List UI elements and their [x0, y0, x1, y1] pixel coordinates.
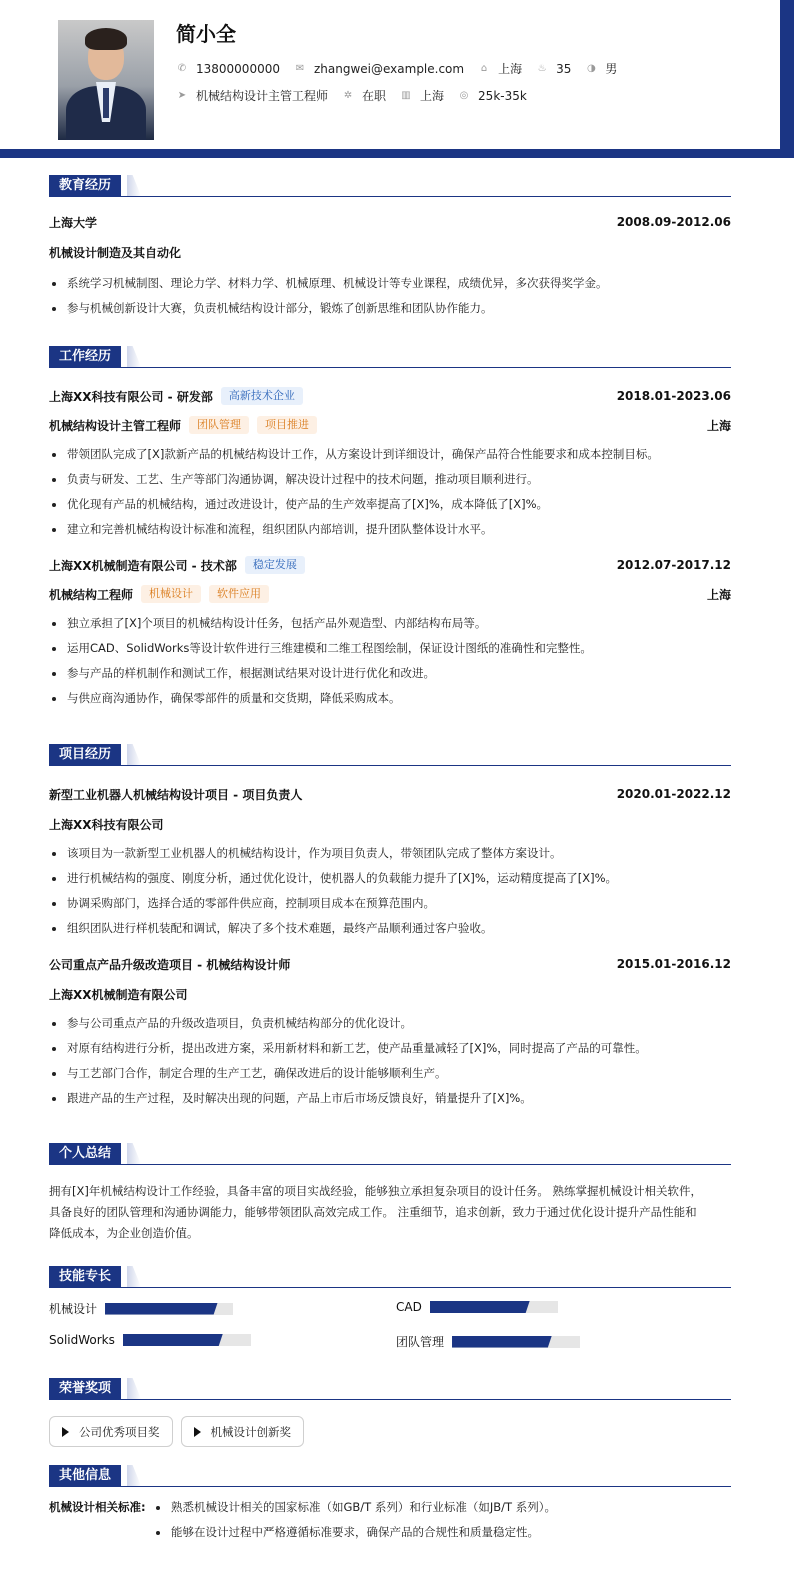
job-header-row [49, 385, 731, 407]
age [536, 62, 571, 76]
job-role-row [49, 583, 731, 605]
gender [585, 60, 617, 77]
section-title: 荣誉奖项 [49, 1378, 121, 1399]
list-item: 协调采购部门，选择合适的零部件供应商，控制项目成本在预算范围内。 [49, 891, 731, 916]
project-company: 上海XX机械制造有限公司 [49, 987, 188, 1002]
building-icon: ▥ [401, 89, 411, 101]
skill-bar [123, 1334, 251, 1346]
phone-value: 13800000000 [196, 61, 280, 76]
contact-row [176, 60, 631, 77]
section-header [49, 1143, 731, 1165]
section-title: 教育经历 [49, 175, 121, 196]
list-item: 能够在设计过程中严格遵循标准要求，确保产品的合规性和质量稳定性。 [153, 1520, 556, 1545]
play-icon [194, 1427, 201, 1437]
job-header-row [49, 554, 731, 576]
list-item: 参与公司重点产品的升级改造项目，负责机械结构部分的优化设计。 [49, 1011, 731, 1036]
project-name: 公司重点产品升级改造项目 - 机械结构设计师 [49, 957, 291, 972]
project-company-row [49, 813, 731, 835]
project-header-row [49, 783, 731, 805]
skill-bar [105, 1303, 233, 1315]
list-item: 与工艺部门合作，制定合理的生产工艺，确保改进后的设计能够顺利生产。 [49, 1061, 731, 1086]
list-item: 带领团队完成了[X]款新产品的机械结构设计工作，从方案设计到详细设计，确保产品符合性能要求和成本控制目标。 [49, 442, 731, 467]
award-name: 公司优秀项目奖 [79, 1424, 160, 1439]
skill-name: 团队管理 [396, 1335, 445, 1349]
skill-tag: 团队管理 [189, 416, 249, 434]
list-item: 进行机械结构的强度、刚度分析，通过优化设计，使机器人的负载能力提升了[X]%，运动精度提高了[X]%。 [49, 866, 731, 891]
target-city-value: 上海 [420, 89, 445, 103]
skill-bar [452, 1336, 580, 1348]
skill-item [396, 1300, 558, 1314]
project-period: 2020.01-2022.12 [616, 787, 731, 801]
job-bullets [49, 611, 731, 711]
send-icon: ➤ [177, 89, 187, 101]
project-name: 新型工业机器人机械结构设计项目 - 项目负责人 [49, 787, 303, 802]
list-item: 熟悉机械设计相关的国家标准（如GB/T 系列）和行业标准（如JB/T 系列）。 [153, 1495, 556, 1520]
education-header-row [49, 211, 731, 233]
role-name: 机械结构设计主管工程师 [49, 418, 182, 433]
list-item: 跟进产品的生产过程，及时解决出现的问题，产品上市后市场反馈良好，销量提升了[X]%。 [49, 1086, 731, 1111]
status [342, 87, 386, 104]
list-item: 负责与研发、工艺、生产等部门沟通协调，解决设计过程中的技术问题，推动项目顺利进行。 [49, 467, 731, 492]
skill-item [49, 1300, 233, 1317]
position [176, 87, 328, 104]
skill-item [396, 1333, 580, 1350]
summary-line: 具备良好的团队管理和沟通协调能力，能够带领团队高效完成工作。 注重细节，追求创新，致力于通过优化设计提升产品性能和 [49, 1205, 697, 1219]
gender-value: 男 [605, 62, 618, 76]
summary-line: 拥有[X]年机械结构设计工作经验，具备丰富的项目实战经验，能够独立承担复杂项目的设计任务。 熟练掌握机械设计相关软件， [49, 1184, 703, 1198]
list-item: 独立承担了[X]个项目的机械结构设计任务，包括产品外观造型、内部结构布局等。 [49, 611, 731, 636]
other-bullets [153, 1495, 556, 1545]
section-header [49, 175, 731, 197]
list-item: 该项目为一款新型工业机器人的机械结构设计，作为项目负责人，带领团队完成了整体方案设计。 [49, 841, 731, 866]
salary [458, 89, 527, 103]
list-item: 与供应商沟通协作，确保零部件的质量和交货期，降低采购成本。 [49, 686, 731, 711]
award-item [181, 1416, 305, 1447]
other-label: 机械设计相关标准: [49, 1500, 146, 1514]
company-tag: 高新技术企业 [221, 387, 303, 405]
list-item: 建立和完善机械结构设计标准和流程，组织团队内部培训，提升团队整体设计水平。 [49, 517, 731, 542]
salary-value: 25k-35k [478, 88, 527, 103]
other-section [49, 1465, 731, 1545]
summary-section [49, 1143, 731, 1244]
project-company-row [49, 983, 731, 1005]
section-header [49, 346, 731, 368]
project-period: 2015.01-2016.12 [616, 957, 731, 971]
company-tag: 稳定发展 [245, 556, 305, 574]
candidate-name: 简小全 [176, 22, 236, 46]
skill-tag: 项目推进 [257, 416, 317, 434]
job-location: 上海 [706, 418, 731, 433]
company-name: 上海XX科技有限公司 - 研发部 [49, 389, 213, 404]
phone [176, 62, 280, 76]
skill-bar [430, 1301, 558, 1313]
city-value: 上海 [498, 62, 523, 76]
projects-section [49, 744, 731, 1111]
list-item: 优化现有产品的机械结构，通过改进设计，使产品的生产效率提高了[X]%，成本降低了[X]%。 [49, 492, 731, 517]
education-section [49, 175, 731, 321]
summary-line: 降低成本，为企业创造价值。 [49, 1226, 199, 1240]
header-panel [0, 0, 780, 149]
gender-icon: ◑ [587, 62, 596, 74]
list-item: 运用CAD、SolidWorks等设计软件进行三维建模和二维工程图绘制，保证设计图纸的准确性和完整性。 [49, 636, 731, 661]
section-title: 其他信息 [49, 1465, 121, 1486]
section-header [49, 1378, 731, 1400]
project-header-row [49, 953, 731, 975]
mail-icon: ✉ [295, 62, 305, 74]
city [478, 60, 522, 77]
section-title: 技能专长 [49, 1266, 121, 1287]
job-location: 上海 [706, 587, 731, 602]
award-name: 机械设计创新奖 [210, 1424, 291, 1439]
section-header [49, 744, 731, 766]
list-item: 参与产品的样机制作和测试工作，根据测试结果对设计进行优化和改进。 [49, 661, 731, 686]
honors-section [49, 1378, 731, 1447]
work-section [49, 346, 731, 711]
job-period: 2012.07-2017.12 [616, 558, 731, 572]
company-name: 上海XX机械制造有限公司 - 技术部 [49, 558, 237, 573]
major-row [49, 241, 731, 263]
skill-name: 机械设计 [49, 1302, 98, 1316]
age-value: 35 [556, 61, 572, 76]
project-bullets [49, 1011, 731, 1111]
email [294, 62, 464, 76]
phone-icon: ✆ [177, 62, 187, 74]
summary-text [49, 1181, 731, 1244]
list-item: 组织团队进行样机装配和调试，解决了多个技术难题，最终产品顺利通过客户验收。 [49, 916, 731, 941]
list-item: 参与机械创新设计大赛，负责机械结构设计部分，锻炼了创新思维和团队协作能力。 [49, 296, 731, 321]
status-value: 在职 [362, 89, 387, 103]
header-band [0, 0, 794, 158]
job-period: 2018.01-2023.06 [616, 389, 731, 403]
section-title: 工作经历 [49, 346, 121, 367]
play-icon [62, 1427, 69, 1437]
awards-list [49, 1416, 731, 1447]
section-header [49, 1266, 731, 1288]
target-city [400, 87, 444, 104]
project-company: 上海XX科技有限公司 [49, 817, 164, 832]
position-value: 机械结构设计主管工程师 [196, 89, 329, 103]
gear-icon: ✲ [343, 89, 353, 101]
skills-grid [49, 1300, 731, 1370]
education-period: 2008.09-2012.06 [616, 215, 731, 229]
major-name: 机械设计制造及其自动化 [49, 245, 182, 260]
skill-name: CAD [396, 1300, 422, 1314]
role-name: 机械结构工程师 [49, 587, 134, 602]
coin-icon: ◎ [459, 89, 469, 101]
email-value: zhangwei@example.com [313, 61, 465, 76]
job-role-row [49, 414, 731, 436]
home-icon: ⌂ [480, 62, 488, 74]
section-header [49, 1465, 731, 1487]
skills-section [49, 1266, 731, 1370]
cake-icon: ♨ [537, 62, 547, 74]
education-bullets [49, 271, 731, 321]
job-bullets [49, 442, 731, 542]
skill-tag: 软件应用 [209, 585, 269, 603]
skill-tag: 机械设计 [141, 585, 201, 603]
list-item: 系统学习机械制图、理论力学、材料力学、机械原理、机械设计等专业课程，成绩优异，多次获得奖学金。 [49, 271, 731, 296]
profile-photo [58, 20, 154, 140]
section-title: 项目经历 [49, 744, 121, 765]
project-bullets [49, 841, 731, 941]
award-item [49, 1416, 173, 1447]
job-intent-row [176, 87, 541, 104]
list-item: 对原有结构进行分析，提出改进方案，采用新材料和新工艺，使产品重量减轻了[X]%，同时提高了产品的可靠性。 [49, 1036, 731, 1061]
school-name: 上海大学 [49, 215, 98, 230]
other-info-row [49, 1495, 731, 1545]
section-title: 个人总结 [49, 1143, 121, 1164]
skill-item [49, 1333, 251, 1347]
skill-name: SolidWorks [49, 1333, 115, 1347]
